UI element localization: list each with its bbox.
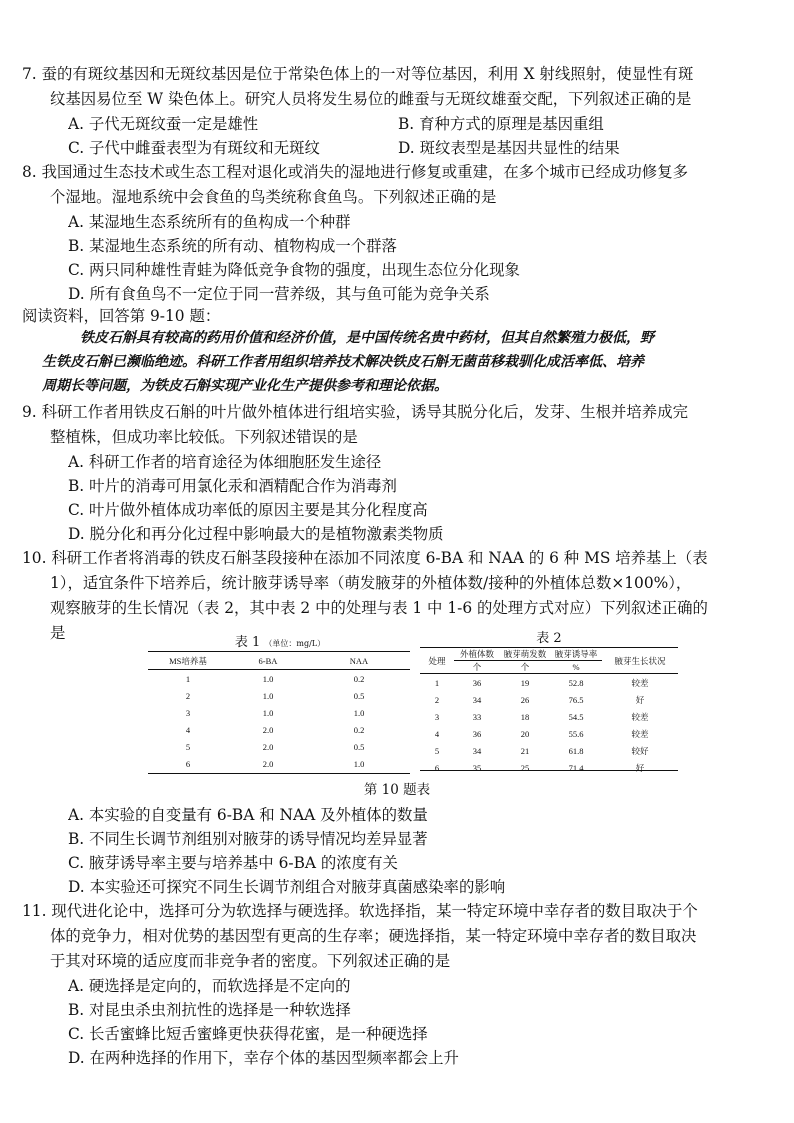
table-cell: 好 [635, 762, 645, 773]
table-cell: 1.0 [262, 707, 274, 718]
table-row [420, 674, 678, 692]
table-cell: 0.2 [353, 673, 365, 684]
q7-option-b: B. 育种方式的原理是基因重组 [398, 115, 604, 133]
table-cell: 2.0 [262, 741, 274, 752]
table-cell: 1 [185, 673, 191, 684]
q10-option-c: C. 腋芽诱导率主要与培养基中 6-BA 的浓度有关 [68, 854, 398, 872]
table2-bottom-rule [420, 770, 678, 771]
q7-options-row2 [68, 136, 758, 160]
table-row [420, 759, 678, 776]
table1-caption [155, 631, 405, 650]
table-cell: 0.5 [353, 690, 365, 701]
table2 [420, 648, 678, 776]
table-cell: 61.8 [568, 745, 584, 756]
table-cell: 2 [434, 694, 440, 705]
table-cell: 4 [434, 728, 440, 739]
table2-caption [420, 627, 678, 646]
table2-header-cell: 腋芽生长状况 [614, 655, 666, 666]
q9-option-c: C. 叶片做外植体成功率低的原因主要是其分化程度高 [68, 501, 428, 519]
reading-line2: 生铁皮石斛已濒临绝迹。科研工作者用组织培养技术解决铁皮石斛无菌苗移栽驯化成活率低、培养 [42, 354, 644, 370]
q11-stem-line3: 于其对环境的适应度而非竞争者的密度。下列叙述正确的是 [50, 952, 451, 970]
q9-option-b: B. 叶片的消毒可用氯化汞和酒精配合作为消毒剂 [68, 477, 397, 495]
table-cell: 71.4 [568, 762, 584, 773]
table-cell: 35 [472, 762, 482, 773]
q11-option-a: A. 硬选择是定向的，而软选择是不定向的 [68, 977, 351, 995]
table-cell: 较差 [631, 677, 649, 688]
table-cell: 19 [520, 677, 530, 688]
q8-stem-line2: 个湿地。湿地系统中会食鱼的鸟类统称食鱼鸟。下列叙述正确的是 [50, 188, 497, 206]
table-cell: 36 [472, 677, 482, 688]
table2-unit-cell: % [550, 661, 602, 674]
table-cell: 4 [185, 724, 191, 735]
table-row [148, 704, 410, 721]
table-row [420, 725, 678, 742]
table2-header-row [420, 648, 678, 661]
q10-stem-line3: 观察腋芽的生长情况（表 2，其中表 2 中的处理与表 1 中 1-6 的处理方式对应）下列叙述正确的 [50, 599, 708, 617]
table-row [148, 687, 410, 704]
table-cell: 5 [434, 745, 440, 756]
table-cell: 好 [635, 694, 645, 705]
q10-table-caption: 第 10 题表 [363, 782, 431, 798]
q9-stem-line1: 9. 科研工作者用铁皮石斛的叶片做外植体进行组培实验，诱导其脱分化后，发芽、生根并培养成完 [22, 403, 688, 421]
table-cell: 较差 [631, 711, 649, 722]
table-row [420, 708, 678, 725]
q7-option-d: D. 斑纹表型是基因共显性的结果 [398, 139, 620, 157]
q7-option-c: C. 子代中雌蚕表型为有斑纹和无斑纹 [68, 139, 320, 157]
q8-option-d: D. 所有食鱼鸟不一定位于同一营养级，其与鱼可能为竞争关系 [68, 285, 490, 303]
q10-stem-line1: 10. 科研工作者将消毒的铁皮石斛茎段接种在添加不同浓度 6-BA 和 NAA 的 6 种 MS 培养基上（表 [22, 549, 708, 567]
table2-header-cell: 处理 [428, 655, 446, 666]
q11-option-d: D. 在两种选择的作用下，幸存个体的基因型频率都会上升 [68, 1049, 459, 1067]
table-cell: 0.5 [353, 741, 365, 752]
table-cell: 1.0 [262, 673, 274, 684]
q7-stem-line2: 纹基因易位至 W 染色体上。研究人员将发生易位的雌蚕与无斑纹雄蚕交配，下列叙述正确的是 [50, 90, 692, 108]
q9-stem-line2: 整植株，但成功率比较低。下列叙述错误的是 [50, 428, 358, 446]
table-cell: 33 [472, 711, 482, 722]
q8-option-c: C. 两只同种雄性青蛙为降低竞争食物的强度，出现生态位分化现象 [68, 261, 520, 279]
table-cell: 2.0 [262, 724, 274, 735]
table-cell: 0.2 [353, 724, 365, 735]
table-cell: 26 [520, 694, 530, 705]
table-cell: 76.5 [568, 694, 584, 705]
table-cell: 6 [185, 758, 191, 769]
q8-option-b: B. 某湿地生态系统的所有动、植物构成一个群落 [68, 237, 397, 255]
table-cell: 34 [472, 745, 482, 756]
table-cell: 5 [185, 741, 191, 752]
table2-header-cell: 外植体数 [459, 649, 494, 659]
table-row [148, 738, 410, 755]
table-cell: 54.5 [568, 711, 584, 722]
table-cell: 3 [434, 711, 440, 722]
table2-header-cell: 腋芽诱导率 [554, 649, 598, 659]
q10-stem-line4: 是 [50, 624, 66, 642]
table-row [148, 755, 410, 772]
table2-header-cell: 腋芽萌发数 [503, 649, 547, 659]
q7-options-row1 [68, 112, 758, 136]
q10-option-b: B. 不同生长调节剂组别对腋芽的诱导情况均差异显著 [68, 830, 428, 848]
table1-title: 表 1 [234, 635, 261, 650]
table-cell: 6 [434, 762, 440, 773]
q9-option-a: A. 科研工作者的培育途径为体细胞胚发生途径 [68, 453, 382, 471]
table-cell: 较差 [631, 728, 649, 739]
table-cell: 较好 [631, 745, 649, 756]
table1-header-row [148, 652, 410, 670]
table-cell: 1.0 [353, 758, 365, 769]
table-row [420, 742, 678, 759]
reading-intro: 阅读资料，回答第 9-10 题： [22, 307, 221, 325]
table1-unit: （单位：mg/L） [264, 639, 326, 648]
q7-stem-line1: 7. 蚕的有斑纹基因和无斑纹基因是位于常染色体上的一对等位基因，利用 X 射线照射，使显性有斑 [22, 65, 694, 83]
q8-option-a: A. 某湿地生态系统所有的鱼构成一个种群 [68, 213, 351, 231]
table-row [420, 691, 678, 708]
table-cell: 2.0 [262, 758, 274, 769]
table2-unit-cell: 个 [454, 661, 500, 674]
table-cell: 20 [520, 728, 530, 739]
table-cell: 36 [472, 728, 482, 739]
table-cell: 21 [520, 745, 530, 756]
table-cell: 34 [472, 694, 482, 705]
q10-option-a: A. 本实验的自变量有 6-BA 和 NAA 及外植体的数量 [68, 806, 428, 824]
table-row [148, 670, 410, 688]
table-cell: 3 [185, 707, 191, 718]
table-cell: 25 [520, 762, 530, 773]
q8-stem-line1: 8. 我国通过生态技术或生态工程对退化或消失的湿地进行修复或重建，在多个城市已经成功修复多 [22, 163, 688, 181]
q11-option-c: C. 长舌蜜蜂比短舌蜜蜂更快获得花蜜，是一种硬选择 [68, 1025, 428, 1043]
table2-title: 表 2 [536, 631, 562, 646]
q9-option-d: D. 脱分化和再分化过程中影响最大的是植物激素类物质 [68, 525, 444, 543]
table1-header-cell: 6-BA [258, 655, 278, 666]
table1-header-cell: MS培养基 [169, 655, 207, 666]
q10-option-d: D. 本实验还可探究不同生长调节剂组合对腋芽真菌感染率的影响 [68, 878, 506, 896]
q11-stem-line2: 体的竞争力，相对优势的基因型有更高的生存率；硬选择指，某一特定环境中幸存者的数目取决 [50, 927, 697, 945]
q11-option-b: B. 对昆虫杀虫剂抗性的选择是一种软选择 [68, 1001, 351, 1019]
table-cell: 1.0 [262, 690, 274, 701]
q11-stem-line1: 11. 现代进化论中，选择可分为软选择与硬选择。软选择指，某一特定环境中幸存者的数目取决于个 [22, 902, 698, 920]
q7-option-a: A. 子代无斑纹蚕一定是雄性 [68, 115, 259, 133]
table-cell: 52.8 [568, 677, 584, 688]
table1-header-cell: NAA [349, 655, 369, 666]
table-cell: 18 [520, 711, 530, 722]
table1-bottom-rule [148, 773, 410, 774]
table-row [148, 721, 410, 738]
table-cell: 2 [185, 690, 191, 701]
table-cell: 55.6 [568, 728, 584, 739]
reading-line3: 周期长等问题，为铁皮石斛实现产业化生产提供参考和理论依据。 [42, 378, 448, 394]
table1 [148, 652, 410, 772]
table2-unit-cell: 个 [500, 661, 550, 674]
q10-stem-line2: 1），适宜条件下培养后，统计腋芽诱导率（萌发腋芽的外植体数/接种的外植体总数×100%）， [50, 574, 692, 592]
table-cell: 1 [434, 677, 440, 688]
reading-line1: 铁皮石斛具有较高的药用价值和经济价值，是中国传统名贵中药材，但其自然繁殖力极低，野 [80, 330, 654, 346]
table-cell: 1.0 [353, 707, 365, 718]
